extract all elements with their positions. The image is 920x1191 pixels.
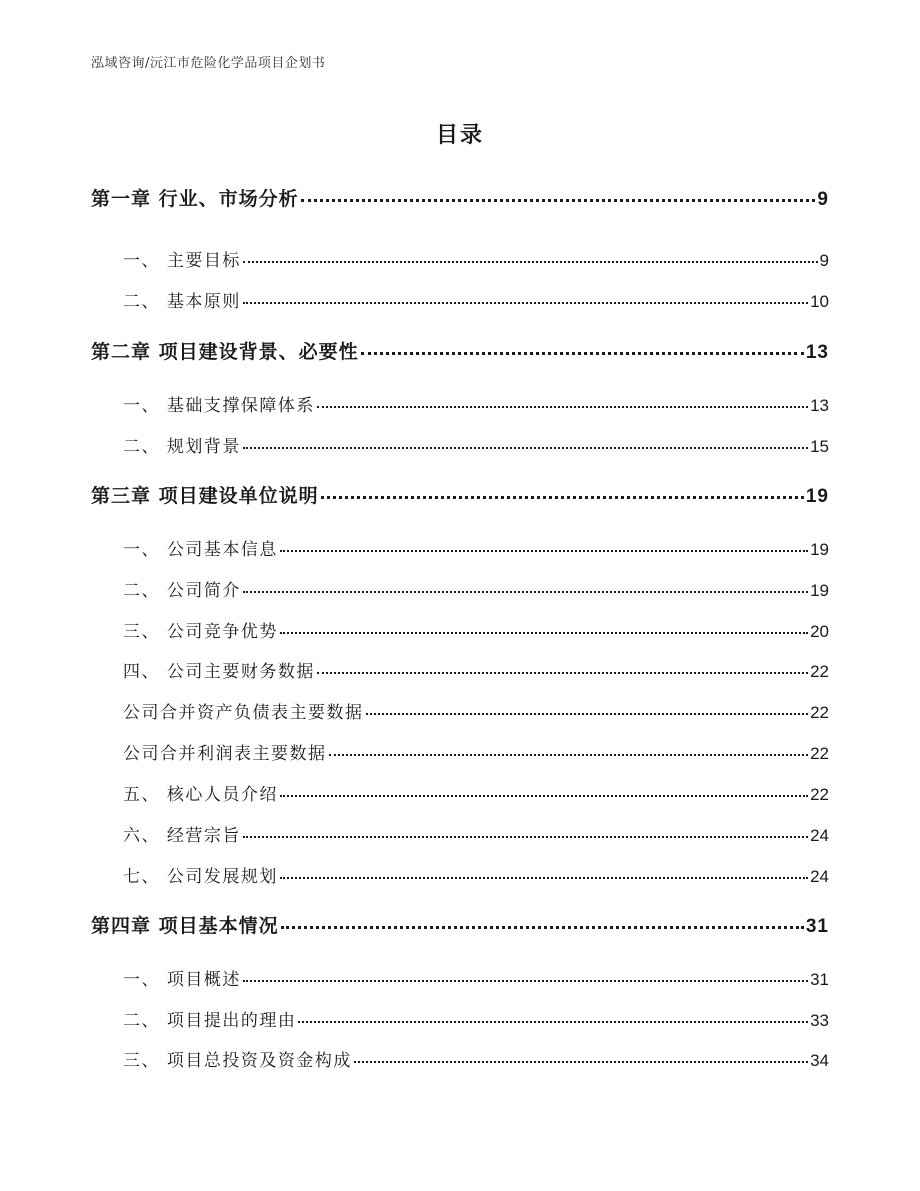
toc-chapter-2[interactable]: [91, 337, 829, 364]
toc-section[interactable]: [91, 432, 829, 457]
toc-entry-label: 二、 规划背景: [123, 437, 241, 457]
toc-section[interactable]: [91, 1006, 829, 1031]
toc-chapter-3[interactable]: [91, 481, 829, 508]
toc-entry-label: 五、 核心人员介绍: [123, 785, 278, 805]
toc-entry-label: 一、 主要目标: [123, 251, 241, 271]
toc-entry-page: 19: [810, 540, 829, 559]
toc-leader-dots: [361, 352, 804, 355]
toc-title: 目录: [435, 123, 484, 148]
toc-entry-label: 一、 公司基本信息: [123, 540, 278, 560]
toc-entry-page: 24: [810, 826, 829, 845]
toc-entry-page: 22: [810, 703, 829, 722]
toc-section[interactable]: [91, 821, 829, 846]
toc-entry-page: 9: [817, 189, 829, 210]
toc-entry-page: 13: [810, 396, 829, 415]
toc-entry-page: 13: [805, 342, 829, 363]
toc-entry-label: 一、 项目概述: [123, 970, 241, 990]
toc-leader-dots: [317, 672, 808, 674]
toc-leader-dots: [243, 836, 808, 838]
toc-section[interactable]: [91, 657, 829, 682]
toc-leader-dots: [321, 496, 804, 499]
toc-entry-label: 三、 公司竞争优势: [123, 622, 278, 642]
toc-leader-dots: [301, 199, 816, 202]
toc-entry-label: 七、 公司发展规划: [123, 867, 278, 887]
toc-entry-label: 公司合并利润表主要数据: [123, 744, 327, 764]
running-header: 泓域咨询/沅江市危险化学品项目企划书: [91, 56, 326, 71]
toc-leader-dots: [280, 877, 808, 879]
toc-leader-dots: [243, 261, 818, 263]
toc-entry-page: 9: [819, 251, 829, 270]
toc-section[interactable]: [91, 1046, 829, 1071]
toc-subsection[interactable]: [91, 739, 829, 764]
toc-entry-page: 22: [810, 785, 829, 804]
toc-entry-label: 六、 经营宗旨: [123, 826, 241, 846]
toc-entry-label: 第二章 项目建设背景、必要性: [91, 341, 359, 363]
toc-leader-dots: [243, 302, 808, 304]
toc-leader-dots: [366, 713, 809, 715]
toc-section[interactable]: [91, 617, 829, 642]
toc-section[interactable]: [91, 287, 829, 312]
toc-chapter-4[interactable]: [91, 911, 829, 938]
toc-entry-page: 22: [810, 662, 829, 681]
toc-entry-page: 22: [810, 744, 829, 763]
toc-entry-label: 三、 项目总投资及资金构成: [123, 1051, 352, 1071]
toc-entry-page: 34: [810, 1051, 829, 1070]
toc-entry-page: 33: [810, 1011, 829, 1030]
toc-subsection[interactable]: [91, 698, 829, 723]
toc-leader-dots: [243, 591, 808, 593]
toc-leader-dots: [243, 447, 808, 449]
toc-leader-dots: [298, 1021, 808, 1023]
toc-entry-label: 第四章 项目基本情况: [91, 915, 279, 937]
toc-leader-dots: [281, 926, 804, 929]
toc-chapter-1[interactable]: [91, 184, 829, 211]
toc-section[interactable]: [91, 780, 829, 805]
toc-section[interactable]: [91, 576, 829, 601]
toc-entry-page: 15: [810, 437, 829, 456]
toc-section[interactable]: [91, 535, 829, 560]
toc-entry-page: 19: [805, 486, 829, 507]
toc-entry-label: 第三章 项目建设单位说明: [91, 485, 319, 507]
toc-entry-page: 31: [810, 970, 829, 989]
toc-entry-page: 31: [805, 916, 829, 937]
toc-entry-label: 第一章 行业、市场分析: [91, 188, 299, 210]
toc-leader-dots: [329, 754, 809, 756]
toc-leader-dots: [354, 1061, 808, 1063]
toc-entry-label: 公司合并资产负债表主要数据: [123, 703, 364, 723]
toc-entry-page: 19: [810, 581, 829, 600]
toc-leader-dots: [280, 550, 808, 552]
toc-leader-dots: [243, 980, 808, 982]
toc-entry-page: 20: [810, 622, 829, 641]
toc-leader-dots: [317, 406, 808, 408]
toc-section[interactable]: [91, 965, 829, 990]
toc-entry-page: 24: [810, 867, 829, 886]
toc-section[interactable]: [91, 391, 829, 416]
toc-entry-label: 二、 基本原则: [123, 292, 241, 312]
toc-section[interactable]: [91, 862, 829, 887]
toc-leader-dots: [280, 632, 808, 634]
toc-entry-page: 10: [810, 292, 829, 311]
toc-section[interactable]: [91, 246, 829, 271]
toc-leader-dots: [280, 795, 808, 797]
toc-entry-label: 四、 公司主要财务数据: [123, 662, 315, 682]
toc-entry-label: 二、 公司简介: [123, 581, 241, 601]
toc-entry-label: 二、 项目提出的理由: [123, 1011, 297, 1031]
toc-entry-label: 一、 基础支撑保障体系: [123, 396, 315, 416]
